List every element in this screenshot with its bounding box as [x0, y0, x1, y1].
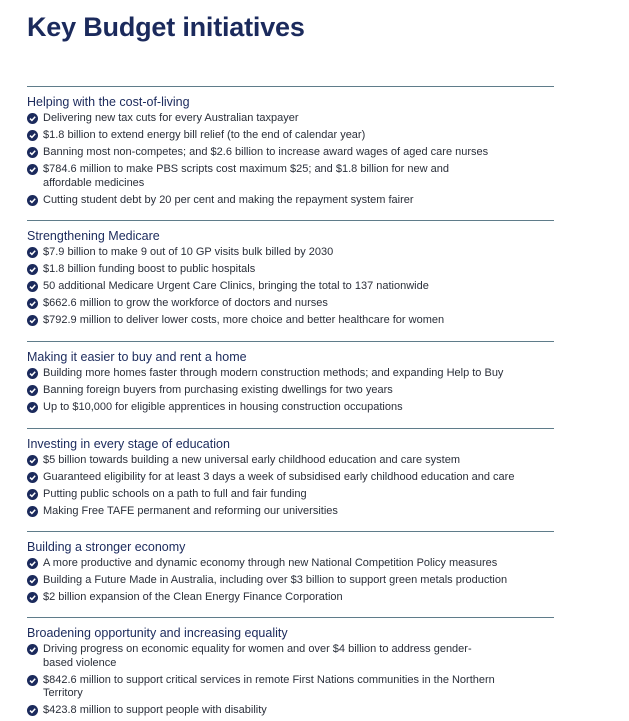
section-heading: Helping with the cost-of-living	[27, 95, 190, 109]
list-item	[27, 574, 583, 588]
list-item	[27, 505, 554, 519]
item-text: $423.8 million to support people with disability	[43, 704, 267, 716]
item-text: 50 additional Medicare Urgent Care Clinics, bringing the total to 137 nationwide	[43, 280, 429, 292]
item-text: Delivering new tax cuts for every Australian taxpayer	[43, 112, 299, 124]
list-item	[27, 263, 554, 277]
divider	[27, 617, 554, 618]
check-circle-icon	[27, 164, 38, 175]
check-circle-icon	[27, 264, 38, 275]
item-text: $2 billion expansion of the Clean Energy Finance Corporation	[43, 591, 343, 603]
item-text: Building more homes faster through modern construction methods; and expanding Help to Buy	[43, 367, 504, 379]
section-housing	[27, 341, 554, 418]
check-circle-icon	[27, 575, 38, 586]
item-text: $5 billion towards building a new universal early childhood education and care system	[43, 454, 461, 466]
check-circle-icon	[27, 147, 38, 158]
section-medicare	[27, 220, 554, 331]
item-text: $784.6 million to make PBS scripts cost maximum $25; and $1.8 billion for new and affordable medicines	[43, 163, 449, 189]
list-item	[27, 129, 554, 143]
list-item	[27, 704, 554, 718]
list-item	[27, 194, 554, 208]
section-heading: Investing in every stage of education	[27, 437, 230, 451]
list-item	[27, 488, 554, 502]
check-circle-icon	[27, 298, 38, 309]
section-heading: Strengthening Medicare	[27, 229, 160, 243]
item-text: Up to $10,000 for eligible apprentices in housing construction occupations	[43, 401, 403, 413]
check-circle-icon	[27, 368, 38, 379]
item-text: A more productive and dynamic economy through new National Competition Policy measures	[43, 557, 498, 569]
check-circle-icon	[27, 195, 38, 206]
divider	[27, 428, 554, 429]
list-item	[27, 146, 554, 160]
item-text: Putting public schools on a path to full and fair funding	[43, 488, 307, 500]
section-economy	[27, 531, 554, 608]
list-item	[27, 591, 554, 605]
divider	[27, 86, 554, 87]
check-circle-icon	[27, 644, 38, 655]
item-text: $842.6 million to support critical services in remote First Nations communities in the Northern Territory	[43, 673, 495, 699]
item-text: Driving progress on economic equality for women and over $4 billion to address gender-based violence	[43, 643, 472, 669]
section-education	[27, 428, 554, 522]
item-text: $7.9 billion to make 9 out of 10 GP visits bulk billed by 2030	[43, 246, 334, 258]
list-item	[27, 643, 483, 670]
check-circle-icon	[27, 592, 38, 603]
check-circle-icon	[27, 247, 38, 258]
item-text: $662.6 million to grow the workforce of doctors and nurses	[43, 297, 328, 309]
check-circle-icon	[27, 315, 38, 326]
list-item	[27, 384, 554, 398]
list-item	[27, 112, 554, 126]
list-item	[27, 367, 554, 381]
list-item	[27, 163, 483, 190]
check-circle-icon	[27, 472, 38, 483]
check-circle-icon	[27, 455, 38, 466]
item-text: $792.9 million to deliver lower costs, more choice and better healthcare for women	[43, 314, 445, 326]
list-item	[27, 401, 554, 415]
section-heading: Building a stronger economy	[27, 540, 186, 554]
section-heading: Making it easier to buy and rent a home	[27, 350, 247, 364]
check-circle-icon	[27, 558, 38, 569]
list-item	[27, 246, 554, 260]
divider	[27, 531, 554, 532]
item-text: Guaranteed eligibility for at least 3 days a week of subsidised early childhood education and care	[43, 471, 515, 483]
item-text: Banning most non-competes; and $2.6 billion to increase award wages of aged care nurses	[43, 146, 489, 158]
section-cost-of-living	[27, 86, 554, 211]
item-text: Banning foreign buyers from purchasing existing dwellings for two years	[43, 384, 393, 396]
item-text: Building a Future Made in Australia, including over $3 billion to support green metals production	[43, 574, 508, 586]
list-item	[27, 280, 554, 294]
check-circle-icon	[27, 506, 38, 517]
item-text: $1.8 billion to extend energy bill relief (to the end of calendar year)	[43, 129, 366, 141]
list-item	[27, 454, 554, 468]
list-item	[27, 557, 554, 571]
check-circle-icon	[27, 675, 38, 686]
item-text: $1.8 billion funding boost to public hospitals	[43, 263, 256, 275]
divider	[27, 220, 554, 221]
section-heading: Broadening opportunity and increasing equality	[27, 626, 288, 640]
check-circle-icon	[27, 705, 38, 716]
item-text: Cutting student debt by 20 per cent and making the repayment system fairer	[43, 193, 414, 206]
check-circle-icon	[27, 281, 38, 292]
list-item	[27, 314, 554, 328]
item-text: Making Free TAFE permanent and reforming our universities	[43, 505, 338, 517]
list-item	[27, 297, 554, 311]
check-circle-icon	[27, 113, 38, 124]
list-item	[27, 471, 583, 485]
page-title: Key Budget initiatives	[27, 12, 305, 42]
check-circle-icon	[27, 489, 38, 500]
check-circle-icon	[27, 385, 38, 396]
check-circle-icon	[27, 402, 38, 413]
check-circle-icon	[27, 130, 38, 141]
divider	[27, 341, 554, 342]
section-equality	[27, 617, 554, 721]
list-item	[27, 674, 498, 701]
